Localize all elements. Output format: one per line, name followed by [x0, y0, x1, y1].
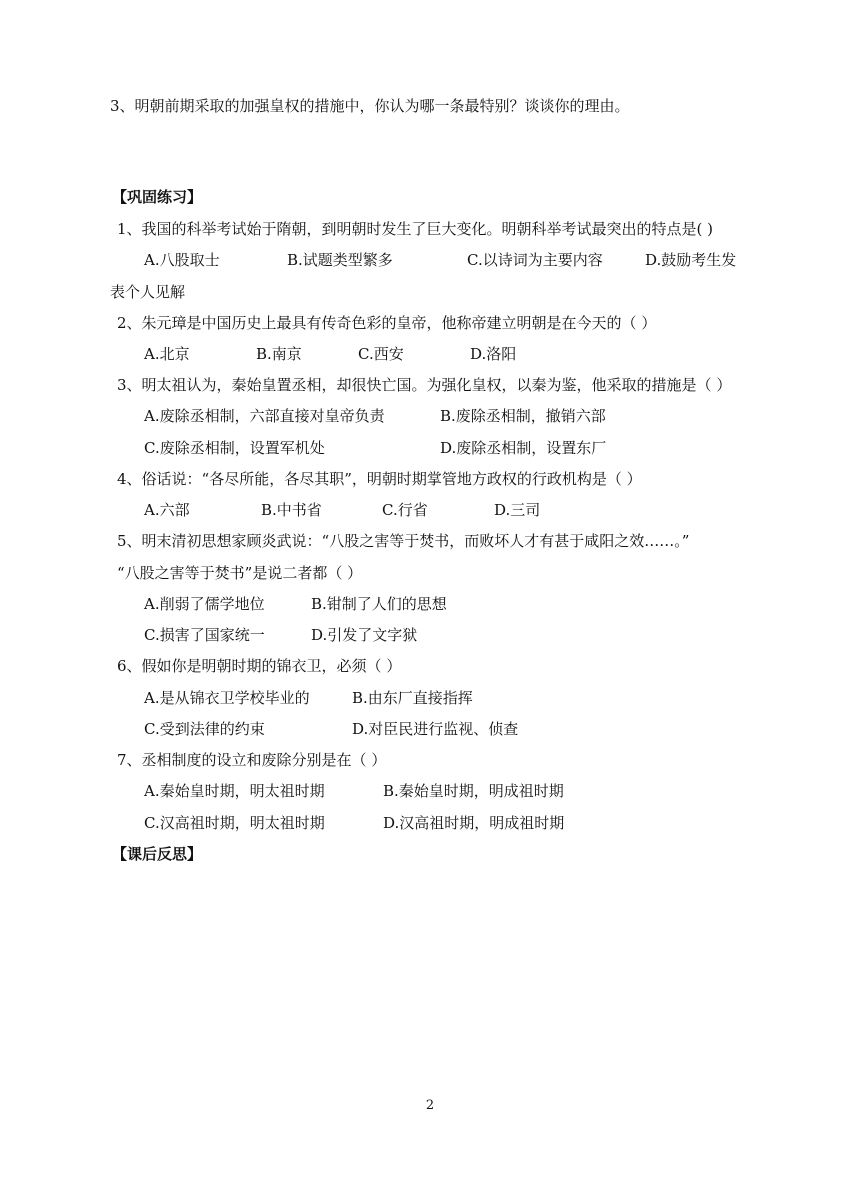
question-6-option-d: D.对臣民进行监视、侦查 [352, 720, 519, 738]
question-1-option-b: B.试题类型繁多 [287, 251, 393, 269]
question-5-option-c: C.损害了国家统一 [144, 626, 265, 644]
question-7-option-a: A.秦始皇时期，明太祖时期 [144, 782, 325, 800]
question-5-option-d: D.引发了文字狱 [311, 626, 418, 644]
page-number: 2 [425, 1098, 435, 1113]
question-3-stem: 3、明太祖认为，秦始皇置丞相，却很快亡国。为强化皇权，以秦为鉴，他采取的措施是（ ） [117, 376, 732, 394]
question-3-option-a: A.废除丞相制，六部直接对皇帝负责 [144, 407, 385, 425]
question-4-stem: 4、俗话说：“各尽所能，各尽其职”，明朝时期掌管地方政权的行政机构是（ ） [117, 470, 642, 488]
question-1-stem: 1、我国的科举考试始于隋朝，到明朝时发生了巨大变化。明朝科举考试最突出的特点是( ) [117, 220, 714, 238]
intro-question: 3、明朝前期采取的加强皇权的措施中，你认为哪一条最特别？谈谈你的理由。 [110, 97, 630, 115]
question-7-option-d: D.汉高祖时期，明成祖时期 [383, 814, 565, 832]
question-1-option-a: A.八股取士 [144, 251, 220, 269]
question-1-option-c: C.以诗词为主要内容 [467, 251, 603, 269]
reflection-heading: 【课后反思】 [112, 845, 203, 863]
question-2-stem: 2、朱元璋是中国历史上最具有传奇色彩的皇帝，他称帝建立明朝是在今天的（ ） [117, 314, 657, 332]
question-1-option-d: D.鼓励考生发 [645, 251, 737, 269]
question-4-option-b: B.中书省 [261, 501, 322, 519]
question-1-continuation: 表个人见解 [110, 283, 186, 301]
question-2-option-a: A.北京 [144, 345, 190, 363]
question-7-option-c: C.汉高祖时期，明太祖时期 [144, 814, 325, 832]
question-5-option-a: A.削弱了儒学地位 [144, 595, 265, 613]
question-6-option-b: B.由东厂直接指挥 [352, 689, 473, 707]
question-5-stem: 5、明末清初思想家顾炎武说：“八股之害等于焚书，而败坏人才有甚于咸阳之效……。” [117, 532, 690, 550]
question-3-option-d: D.废除丞相制，设置东厂 [440, 439, 607, 457]
question-4-option-c: C.行省 [382, 501, 428, 519]
question-6-option-a: A.是从锦衣卫学校毕业的 [144, 689, 310, 707]
question-6-stem: 6、假如你是明朝时期的锦衣卫，必须（ ） [117, 657, 402, 675]
question-2-option-d: D.洛阳 [470, 345, 517, 363]
question-5-option-b: B.钳制了人们的思想 [311, 595, 447, 613]
question-7-stem: 7、丞相制度的设立和废除分别是在（ ） [117, 751, 387, 769]
question-4-option-a: A.六部 [144, 501, 190, 519]
question-4-option-d: D.三司 [494, 501, 541, 519]
practice-heading: 【巩固练习】 [112, 188, 203, 206]
question-2-option-b: B.南京 [256, 345, 302, 363]
question-3-option-c: C.废除丞相制，设置军机处 [144, 439, 325, 457]
question-6-option-c: C.受到法律的约束 [144, 720, 265, 738]
question-2-option-c: C.西安 [358, 345, 404, 363]
question-7-option-b: B.秦始皇时期，明成祖时期 [383, 782, 564, 800]
question-5-stem-line-2: “八股之害等于焚书”是说二者都（ ） [117, 564, 363, 582]
question-3-option-b: B.废除丞相制，撤销六部 [440, 407, 606, 425]
